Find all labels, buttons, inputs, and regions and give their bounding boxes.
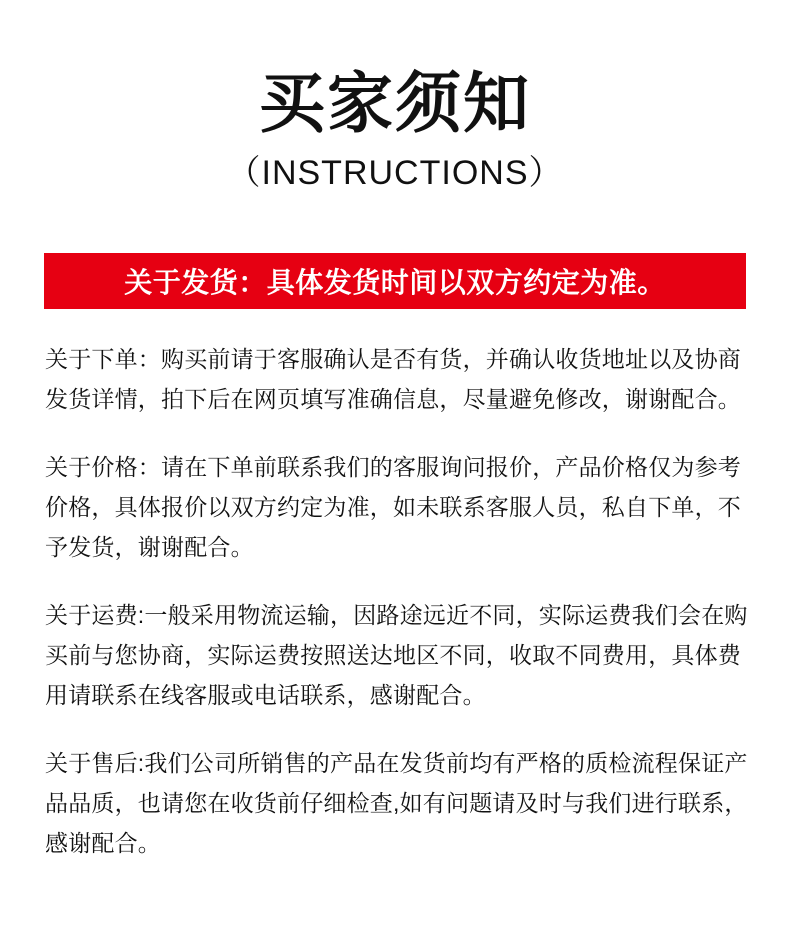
shipping-notice-banner-text: 关于发货：具体发货时间以双方约定为准。 bbox=[124, 267, 666, 299]
paragraph-ordering bbox=[45, 339, 745, 419]
paragraph-after-sales bbox=[45, 743, 748, 863]
paragraph-line: 发货详情，拍下后在网页填写准确信息，尽量避免修改，谢谢配合。 bbox=[45, 386, 741, 413]
paragraph-line: 关于下单：购买前请于客服确认是否有货，并确认收货地址以及协商 bbox=[45, 346, 741, 373]
paragraph-line: 价格，具体报价以双方约定为准，如未联系客服人员，私自下单，不 bbox=[45, 494, 741, 521]
page-title: 买家须知 bbox=[259, 66, 531, 140]
paragraph-line: 品品质，也请您在收货前仔细检查,如有问题请及时与我们进行联系， bbox=[45, 790, 748, 817]
paragraph-pricing bbox=[45, 447, 745, 567]
paragraph-line: 关于售后:我们公司所销售的产品在发货前均有严格的质检流程保证产 bbox=[45, 750, 748, 777]
paragraph-line: 予发货，谢谢配合。 bbox=[45, 534, 254, 561]
paragraph-line: 感谢配合。 bbox=[45, 830, 161, 857]
shipping-notice-banner bbox=[44, 253, 746, 309]
page-subtitle: （INSTRUCTIONS） bbox=[226, 154, 564, 193]
paragraph-shipping-fee bbox=[45, 595, 748, 715]
notice-content bbox=[45, 339, 748, 863]
paragraph-line: 买前与您协商，实际运费按照送达地区不同，收取不同费用，具体费 bbox=[45, 642, 741, 669]
paragraph-line: 用请联系在线客服或电话联系，感谢配合。 bbox=[45, 682, 486, 709]
paragraph-line: 关于运费:一般采用物流运输，因路途远近不同，实际运费我们会在购 bbox=[45, 602, 748, 629]
paragraph-line: 关于价格：请在下单前联系我们的客服询问报价，产品价格仅为参考 bbox=[45, 454, 741, 481]
